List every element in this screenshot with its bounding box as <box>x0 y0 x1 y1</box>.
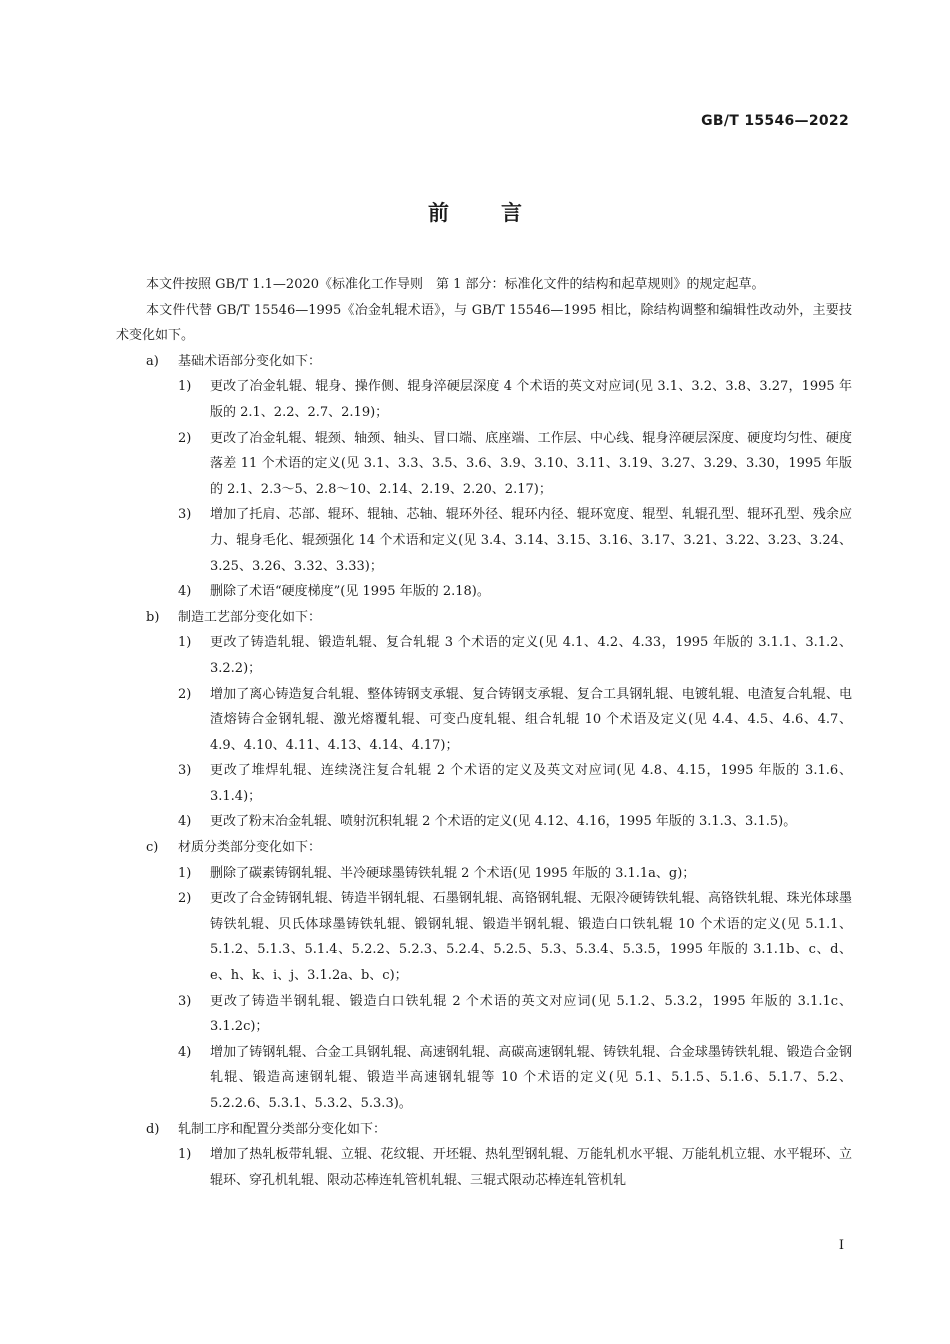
page-number: I <box>838 1238 844 1253</box>
list-item <box>116 374 852 425</box>
list-item <box>116 886 852 988</box>
item-text: 增加了热轧板带轧辊、立辊、花纹辊、开坯辊、热轧型钢轧辊、万能轧机水平辊、万能轧机立辊、水平辊环、立辊环、穿孔机轧辊、限动芯棒连轧管机轧辊、三辊式限动芯棒连轧管机轧 <box>210 1147 852 1188</box>
standard-code: GB/T 15546—2022 <box>701 113 849 129</box>
section-heading-text: 材质分类部分变化如下： <box>178 840 322 856</box>
item-label: 2) <box>178 686 192 702</box>
section-label: b) <box>146 609 160 625</box>
section-c-heading <box>116 835 852 861</box>
item-text: 更改了冶金轧辊、辊颈、轴颈、轴头、冒口端、底座端、工作层、中心线、辊身淬硬层深度、硬度均匀性、硬度落差 11 个术语的定义(见 3.1、3.3、3.5、3.6、3.9、3.10、3.11、3.19、3.27、3.29、3.30，1995 年版的 2.1、2.3～5、2.8～10、2.14、2.19、2.20、2.17)； <box>210 430 852 497</box>
section-label: d) <box>146 1121 160 1137</box>
section-heading-text: 制造工艺部分变化如下： <box>178 609 322 625</box>
item-text: 删除了术语“硬度梯度”(见 1995 年版的 2.18)。 <box>210 584 490 600</box>
section-label: a) <box>146 353 159 369</box>
list-item <box>116 579 852 605</box>
item-label: 3) <box>178 763 192 779</box>
item-label: 2) <box>178 430 192 446</box>
item-text: 增加了铸钢轧辊、合金工具钢轧辊、高速钢轧辊、高碳高速钢轧辊、铸铁轧辊、合金球墨铸铁轧辊、锻造合金钢轧辊、锻造高速钢轧辊、锻造半高速钢轧辊等 10 个术语的定义(见 5.1、5.1.5、5.1.6、5.1.7、5.2、5.2.2.6、5.3.1、5.3.2、5.3.3)。 <box>210 1044 852 1111</box>
list-item <box>116 630 852 681</box>
list-item <box>116 758 852 809</box>
item-text: 更改了铸造半钢轧辊、锻造白口铁轧辊 2 个术语的英文对应词(见 5.1.2、5.3.2，1995 年版的 3.1.1c、3.1.2c)； <box>210 993 852 1035</box>
item-text: 增加了离心铸造复合轧辊、整体铸钢支承辊、复合铸钢支承辊、复合工具钢轧辊、电镀轧辊、电渣复合轧辊、电渣熔铸合金钢轧辊、激光熔覆轧辊、可变凸度轧辊、组合轧辊 10 个术语及定义(见 4.4、4.5、4.6、4.7、4.9、4.10、4.11、4.13、4.14、4.17)； <box>210 686 852 753</box>
item-label: 1) <box>178 635 192 651</box>
item-label: 3) <box>178 507 192 523</box>
section-b-heading <box>116 605 852 631</box>
section-heading-text: 基础术语部分变化如下： <box>178 353 322 369</box>
list-item <box>116 502 852 579</box>
item-label: 1) <box>178 379 192 395</box>
item-text: 更改了合金铸钢轧辊、铸造半钢轧辊、石墨钢轧辊、高铬钢轧辊、无限冷硬铸铁轧辊、高铬铁轧辊、珠光体球墨铸铁轧辊、贝氏体球墨铸铁轧辊、锻钢轧辊、锻造半钢轧辊、锻造白口铁轧辊 10 个术语的定义(见 5.1.1、5.1.2、5.1.3、5.1.4、5.2.2、5.2.3、5.2.4、5.2.5、5.3、5.3.4、5.3.5，1995 年版的 3.1.1b、c、d、e、h、k、i、j、3.1.2a、b、c)； <box>210 891 852 984</box>
list-item <box>116 682 852 759</box>
document-body <box>116 272 852 1193</box>
item-text: 更改了冶金轧辊、辊身、操作侧、辊身淬硬层深度 4 个术语的英文对应词(见 3.1、3.2、3.8、3.27，1995 年版的 2.1、2.2、2.7、2.19)； <box>210 379 852 420</box>
item-text: 更改了铸造轧辊、锻造轧辊、复合轧辊 3 个术语的定义(见 4.1、4.2、4.33，1995 年版的 3.1.1、3.1.2、3.2.2)； <box>210 635 852 676</box>
item-label: 1) <box>178 1147 192 1163</box>
item-label: 4) <box>178 1044 192 1060</box>
list-item <box>116 989 852 1040</box>
item-text: 更改了堆焊轧辊、连续浇注复合轧辊 2 个术语的定义及英文对应词(见 4.8、4.15，1995 年版的 3.1.6、3.1.4)； <box>210 763 852 804</box>
list-item <box>116 426 852 503</box>
section-a-heading <box>116 349 852 375</box>
list-item <box>116 861 852 887</box>
list-item <box>116 809 852 835</box>
item-label: 1) <box>178 865 192 881</box>
list-item <box>116 1040 852 1117</box>
page-title: 前言 <box>428 201 574 225</box>
list-item <box>116 1142 852 1193</box>
section-heading-text: 轧制工序和配置分类部分变化如下： <box>178 1121 387 1137</box>
item-label: 4) <box>178 814 192 830</box>
item-text: 更改了粉末冶金轧辊、喷射沉积轧辊 2 个术语的定义(见 4.12、4.16，1995 年版的 3.1.3、3.1.5)。 <box>210 814 797 830</box>
intro-paragraph-1: 本文件按照 GB/T 1.1—2020《标准化工作导则 第 1 部分：标准化文件的结构和起草规则》的规定起草。 <box>146 277 765 292</box>
item-text: 增加了托肩、芯部、辊环、辊轴、芯轴、辊环外径、辊环内径、辊环宽度、辊型、轧辊孔型、辊环孔型、残余应力、辊身毛化、辊颈强化 14 个术语和定义(见 3.4、3.14、3.15、3.16、3.17、3.21、3.22、3.23、3.24、3.25、3.26、3.32、3.33)； <box>210 507 852 574</box>
item-text: 删除了碳素铸钢轧辊、半冷硬球墨铸铁轧辊 2 个术语(见 1995 年版的 3.1.1a、g)； <box>210 865 696 881</box>
intro-paragraph-2: 本文件代替 GB/T 15546—1995《冶金轧辊术语》，与 GB/T 15546—1995 相比，除结构调整和编辑性改动外，主要技术变化如下。 <box>116 302 852 344</box>
section-label: c) <box>146 840 159 856</box>
section-d-heading <box>116 1117 852 1143</box>
item-label: 3) <box>178 993 192 1009</box>
item-label: 2) <box>178 891 192 907</box>
item-label: 4) <box>178 584 192 600</box>
